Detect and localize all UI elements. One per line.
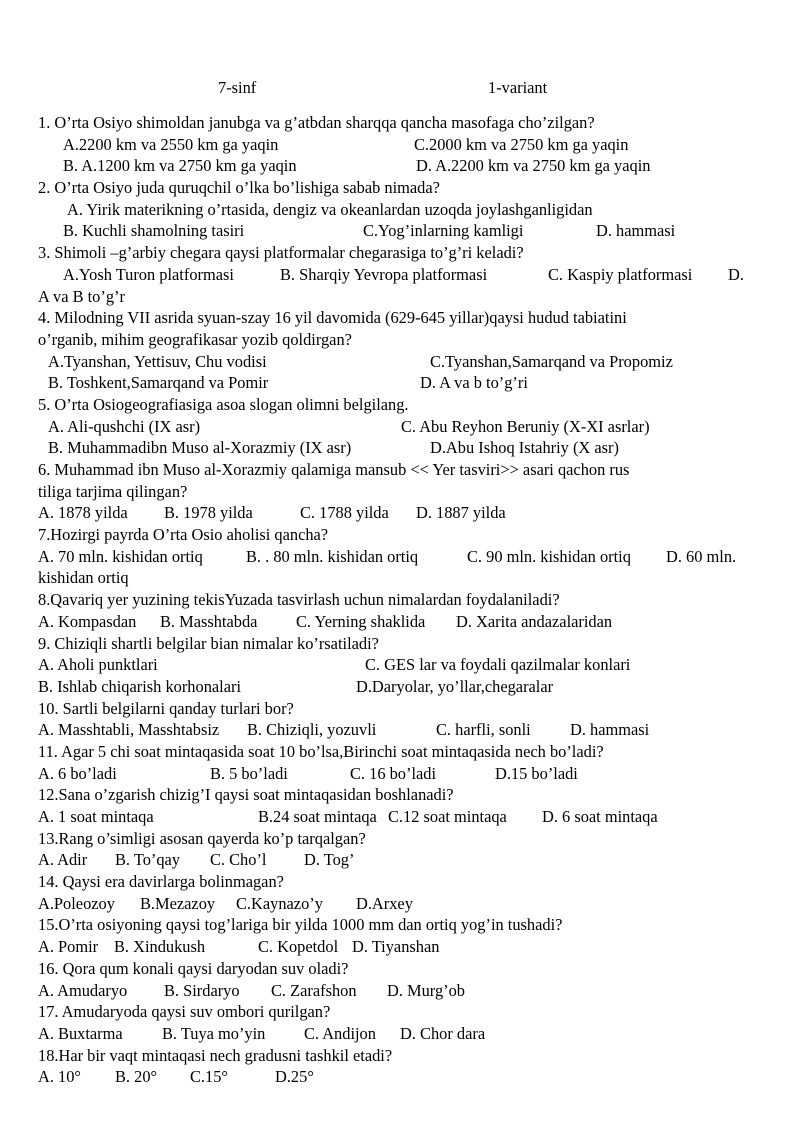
question-14-options [38,893,768,915]
grade-label: 7-sinf [218,78,257,97]
option-b: B. Masshtabda [160,611,258,631]
question-2 [38,177,768,199]
option-c: C.Kaynazo’y [236,893,323,913]
question-17 [38,1001,768,1023]
question-8-options [38,611,768,633]
option-d: D. Xarita andazalaridan [456,611,613,631]
question-text: 17. Amudaryoda qaysi suv ombori qurilgan? [38,1002,331,1022]
question-text: 6. Muhammad ibn Muso al-Xorazmiy qalamiga mansub << Yer tasviri>> asari qachon rus [38,460,630,479]
question-8 [38,589,768,611]
question-5 [38,394,768,416]
option-c: C. Yerning shaklida [296,611,426,631]
option-b: B. Xindukush [114,937,206,957]
question-3 [38,242,768,264]
option-c: C. Kopetdol [258,937,339,957]
option-a: A. Ali-qushchi (IX asr) [48,416,201,436]
option-d: D. [728,264,744,284]
question-15-options [38,936,768,958]
option-a: A.Yosh Turon platformasi [63,264,234,284]
question-13-options [38,849,768,871]
question-text: 2. O’rta Osiyo juda quruqchil o’lka bo’lishiga sabab nimada? [38,178,440,198]
question-1-options-row2 [38,155,768,177]
option-b: B. To’qay [115,850,181,870]
option-d: D. 60 mln. [666,546,737,566]
question-text: 3. Shimoli –g’arbiy chegara qaysi platformalar chegarasiga to’g’ri keladi? [38,243,524,263]
question-5-options-row1 [38,416,768,438]
option-c: C. Cho’l [210,850,267,870]
question-text: 10. Sartli belgilarni qanday turlari bor? [38,698,294,718]
option-a: A. Kompasdan [38,611,137,631]
option-c: C.15° [190,1067,228,1087]
question-text: tiliga tarjima qilingan? [38,481,188,501]
option-d: D. hammasi [570,720,650,740]
question-text: 5. O’rta Osiogeografiasiga asoa slogan olimni belgilang. [38,394,409,414]
question-13 [38,828,768,850]
option-c: C. Andijon [304,1023,376,1043]
question-6-continued [38,481,768,503]
question-4-options-row1 [38,351,768,373]
option-b: B. 20° [115,1067,158,1087]
option-b: B.Mezazoy [140,893,216,913]
question-7 [38,524,768,546]
question-7-options-row1 [38,546,768,568]
question-4-options-row2 [38,372,768,394]
question-text: 15.O’rta osiyoning qaysi tog’lariga bir yilda 1000 mm dan ortiq yog’in tushadi? [38,915,563,935]
question-4-continued [38,329,768,351]
question-text: 4. Milodning VII asrida syuan-szay 16 yil davomida (629-645 yillar)qaysi hudud tabiatini [38,308,627,328]
question-11-options [38,763,768,785]
question-1 [38,112,768,134]
question-16-options [38,980,768,1002]
question-2-options-row2 [38,220,768,242]
question-text: 8.Qavariq yer yuzining tekisYuzada tasvirlash uchun nimalardan foydalaniladi? [38,590,560,610]
option-a: A. Amudaryo [38,980,128,1000]
option-b: B. Tuya mo’yin [162,1023,266,1043]
option-c: C. 90 mln. kishidan ortiq [467,546,631,566]
option-d: D. 6 soat mintaqa [542,807,658,826]
option-b: B. Ishlab chiqarish korhonalari [38,676,242,696]
question-2-options-row1 [38,199,768,221]
option-d: D. Tog’ [304,850,355,870]
option-d: D.15 bo’ladi [495,763,578,783]
question-12 [38,784,768,806]
question-15 [38,914,768,936]
question-6 [38,459,768,481]
option-d: D. Tiyanshan [352,937,440,957]
option-b: B.24 soat mintaqa [258,807,377,826]
question-text: 14. Qaysi era davirlarga bolinmagan? [38,872,284,892]
question-text: 16. Qora qum konali qaysi daryodan suv oladi? [38,958,349,978]
option-b: B. 1978 yilda [164,503,253,523]
question-text: 1. O’rta Osiyo shimoldan janubga va g’atbdan sharqqa qancha masofaga cho’zilgan? [38,113,595,132]
option-d-continued: kishidan ortiq [38,568,129,588]
option-d: D.Arxey [356,893,413,913]
question-10 [38,698,768,720]
question-17-options [38,1023,768,1045]
option-d: D. A va b to’g’ri [420,373,528,393]
question-text: 9. Chiziqli shartli belgilar bian nimalar ko’rsatiladi? [38,633,379,653]
question-14 [38,871,768,893]
option-c: C. Abu Reyhon Beruniy (X-XI asrlar) [401,416,650,436]
option-d: D.Daryolar, yo’llar,chegaralar [356,676,554,696]
option-a: A.2200 km va 2550 km ga yaqin [63,134,279,154]
option-d: D.25° [275,1067,314,1087]
option-c: C. harfli, sonli [436,720,531,740]
option-c: C. 1788 yilda [300,503,389,523]
question-3-options-row2 [38,286,768,308]
option-d: D. 1887 yilda [416,503,506,523]
option-d: D. hammasi [596,221,676,241]
question-9 [38,633,768,655]
question-10-options [38,719,768,741]
option-c: C. GES lar va foydali qazilmalar konlari [365,655,631,675]
question-text: o’rganib, mihim geografikasar yozib qoldirgan? [38,329,352,349]
question-text: 7.Hozirgi payrda O’rta Osio aholisi qancha? [38,525,329,545]
option-a: A. Yirik materikning o’rtasida, dengiz va okeanlardan uzoqda joylashganligidan [67,199,593,219]
option-a: A. 1 soat mintaqa [38,807,154,826]
question-18-options [38,1066,768,1088]
option-b: B. Kuchli shamolning tasiri [63,221,245,241]
option-b: B. Chiziqli, yozuvli [247,720,377,740]
option-b: B. Toshkent,Samarqand va Pomir [48,373,269,393]
question-3-options-row1 [38,264,768,286]
option-a: A. Buxtarma [38,1023,123,1043]
question-16 [38,958,768,980]
question-11 [38,741,768,763]
option-d: D. A.2200 km va 2750 km ga yaqin [416,156,651,176]
question-18 [38,1045,768,1067]
option-d: D. Chor dara [400,1023,486,1043]
question-text: 11. Agar 5 chi soat mintaqasida soat 10 bo’lsa,Birinchi soat mintaqasida nech bo’ladi? [38,741,604,761]
variant-label: 1-variant [488,78,548,97]
question-6-options [38,502,768,524]
option-b: B. Sirdaryo [164,980,240,1000]
option-a: A. Masshtabli, Masshtabsiz [38,720,220,740]
option-a: A. Pomir [38,937,99,957]
option-b: B. Muhammadibn Muso al-Xorazmiy (IX asr) [48,438,352,458]
option-a: A.Poleozoy [38,893,115,913]
question-list [38,112,768,1088]
option-c: C.2000 km va 2750 km ga yaqin [414,134,629,154]
option-a: A.Tyanshan, Yettisuv, Chu vodisi [48,351,267,371]
option-c: C.12 soat mintaqa [388,807,507,826]
question-7-options-row2 [38,567,768,589]
question-text: 12.Sana o’zgarish chizig’I qaysi soat mintaqasidan boshlanadi? [38,785,454,805]
option-d: D. Murg’ob [387,980,466,1000]
option-a: A. 70 mln. kishidan ortiq [38,546,203,566]
option-d-continued: A va B to’g’r [38,286,125,306]
question-9-options-row1 [38,654,768,676]
option-a: A. Aholi punktlari [38,655,158,675]
question-9-options-row2 [38,676,768,698]
option-c: C.Yog’inlarning kamligi [363,221,524,241]
question-text: 13.Rang o’simligi asosan qayerda ko’p tarqalgan? [38,828,366,848]
option-a: A. 1878 yilda [38,503,128,523]
option-a: A. 10° [38,1067,81,1087]
option-a: A. 6 bo’ladi [38,763,117,783]
option-c: C. 16 bo’ladi [350,763,437,783]
option-c: C. Zarafshon [271,980,357,1000]
option-c: C.Tyanshan,Samarqand va Propomiz [430,351,673,371]
question-text: 18.Har bir vaqt mintaqasi nech gradusni tashkil etadi? [38,1045,393,1065]
option-b: B. Sharqiy Yevropa platformasi [280,264,488,284]
option-b: B. . 80 mln. kishidan ortiq [246,546,419,566]
option-a: A. Adir [38,850,88,870]
question-12-options [38,806,768,828]
option-d: D.Abu Ishoq Istahriy (X asr) [430,438,619,458]
question-4 [38,307,768,329]
question-5-options-row2 [38,437,768,459]
option-c: C. Kaspiy platformasi [548,264,693,284]
question-1-options-row1 [38,134,768,156]
option-b: B. 5 bo’ladi [210,763,288,783]
option-b: B. A.1200 km va 2750 km ga yaqin [63,156,297,176]
